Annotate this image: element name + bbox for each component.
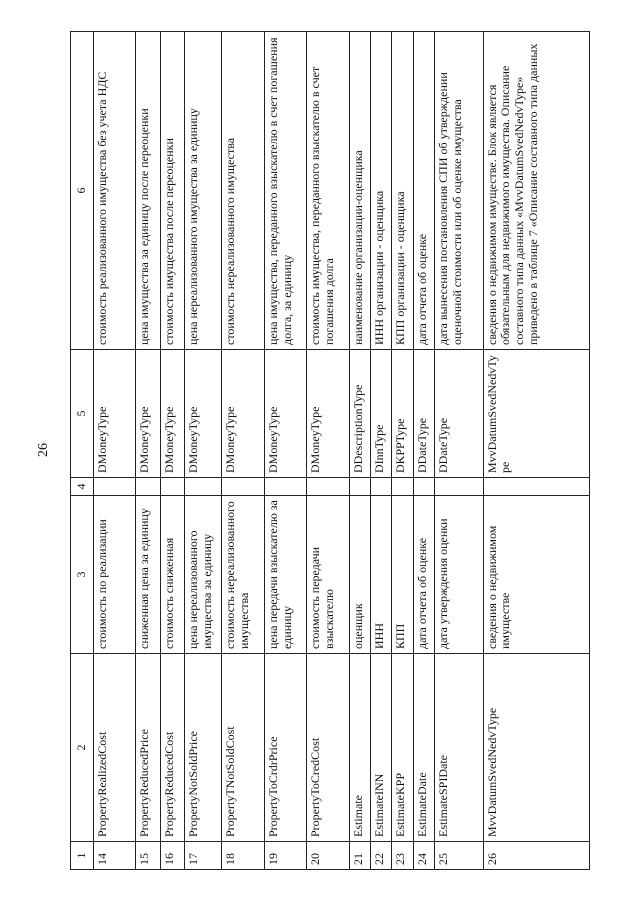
table-row — [136, 32, 160, 870]
field-description: ИНН — [371, 496, 392, 654]
field-required — [434, 478, 483, 496]
field-note: наименование организации-оценщика — [349, 32, 370, 350]
field-type: DMoneyType — [307, 350, 349, 478]
header-col-1: 1 — [71, 842, 94, 870]
field-note: стоимость имущества, переданного взыскателю в счет погашения долга — [307, 32, 349, 350]
row-number: 14 — [94, 842, 136, 870]
field-type: DMoneyType — [94, 350, 136, 478]
field-name: MvvDatumSvedNedvType — [483, 654, 589, 842]
field-description: стоимость нереализованного имущества — [222, 496, 264, 654]
table-row — [222, 32, 264, 870]
field-type: DDescriptionType — [349, 350, 370, 478]
field-description: цена нереализованного имущества за единицу — [185, 496, 222, 654]
row-number: 23 — [392, 842, 413, 870]
field-required — [222, 478, 264, 496]
table-row — [185, 32, 222, 870]
field-type: DMoneyType — [160, 350, 184, 478]
field-name: EstimateKPP — [392, 654, 413, 842]
row-number: 18 — [222, 842, 264, 870]
table-row — [483, 32, 589, 870]
data-table — [70, 31, 590, 870]
table-row — [434, 32, 483, 870]
field-required — [264, 478, 306, 496]
row-number: 17 — [185, 842, 222, 870]
field-description: стоимость по реализации — [94, 496, 136, 654]
field-description: КПП — [392, 496, 413, 654]
field-note: цена имущества, переданного взыскателю в счет погашения долга, за единицу — [264, 32, 306, 350]
field-name: PropertyToCrdrPrice — [264, 654, 306, 842]
field-name: PropertyTNotSoldCost — [222, 654, 264, 842]
field-description: цена передачи взыскателю за единицу — [264, 496, 306, 654]
row-number: 19 — [264, 842, 306, 870]
field-description: дата утверждения оценки — [434, 496, 483, 654]
table-stage — [70, 32, 590, 870]
header-col-4: 4 — [71, 478, 94, 496]
field-name: PropertyNotSoldPrice — [185, 654, 222, 842]
field-note: стоимость имущества после переоценки — [160, 32, 184, 350]
field-required — [392, 478, 413, 496]
field-name: EstimateINN — [371, 654, 392, 842]
field-note: цена имущества за единицу после переоценки — [136, 32, 160, 350]
table-row — [264, 32, 306, 870]
field-required — [307, 478, 349, 496]
table-body — [94, 32, 590, 870]
field-description: сведения о недвижимом имуществе — [483, 496, 589, 654]
field-description: стоимость передачи взыскателю — [307, 496, 349, 654]
table-row — [94, 32, 136, 870]
row-number: 25 — [434, 842, 483, 870]
field-name: PropertyReducedPrice — [136, 654, 160, 842]
table-row — [371, 32, 392, 870]
field-required — [483, 478, 589, 496]
table-header-row — [71, 32, 94, 870]
table-row — [392, 32, 413, 870]
row-number: 22 — [371, 842, 392, 870]
page-number: 26 — [36, 443, 51, 457]
field-required — [94, 478, 136, 496]
header-col-6: 6 — [71, 32, 94, 350]
field-name: EstimateSPIDate — [434, 654, 483, 842]
row-number: 21 — [349, 842, 370, 870]
header-col-5: 5 — [71, 350, 94, 478]
field-note: стоимость реализованного имущества без учета НДС — [94, 32, 136, 350]
field-required — [136, 478, 160, 496]
field-note: цена нереализованного имущества за единицу — [185, 32, 222, 350]
field-description: дата отчета об оценке — [413, 496, 434, 654]
field-type: DMoneyType — [264, 350, 306, 478]
field-type: DKPPType — [392, 350, 413, 478]
row-number: 20 — [307, 842, 349, 870]
field-type: DMoneyType — [136, 350, 160, 478]
rotated-table-container — [70, 32, 590, 870]
header-col-3: 3 — [71, 496, 94, 654]
field-type: DDateType — [434, 350, 483, 478]
field-name: EstimateDate — [413, 654, 434, 842]
field-required — [349, 478, 370, 496]
field-required — [413, 478, 434, 496]
field-note: КПП организации - оценщика — [392, 32, 413, 350]
field-type: DDateType — [413, 350, 434, 478]
field-name: PropertyToCredCost — [307, 654, 349, 842]
table-row — [349, 32, 370, 870]
field-required — [160, 478, 184, 496]
field-name: PropertyRealizedCost — [94, 654, 136, 842]
field-type: DMoneyType — [185, 350, 222, 478]
field-required — [371, 478, 392, 496]
field-type: MvvDatumSvedNedvType — [483, 350, 589, 478]
row-number: 26 — [483, 842, 589, 870]
field-note: ИНН организации - оценщика — [371, 32, 392, 350]
field-description: стоимость сниженная — [160, 496, 184, 654]
table-row — [413, 32, 434, 870]
table-row — [160, 32, 184, 870]
field-note: дата вынесения постановления СПИ об утверждении оценочной стоимости или об оценке имущества — [434, 32, 483, 350]
header-col-2: 2 — [71, 654, 94, 842]
field-type: DInnType — [371, 350, 392, 478]
field-required — [185, 478, 222, 496]
table-row — [307, 32, 349, 870]
field-type: DMoneyType — [222, 350, 264, 478]
row-number: 16 — [160, 842, 184, 870]
field-description: оценщик — [349, 496, 370, 654]
field-note: стоимость нереализованного имущества — [222, 32, 264, 350]
row-number: 24 — [413, 842, 434, 870]
field-note: дата отчета об оценке — [413, 32, 434, 350]
field-name: Estimate — [349, 654, 370, 842]
field-name: PropertyReducedCost — [160, 654, 184, 842]
row-number: 15 — [136, 842, 160, 870]
field-note: сведения о недвижимом имуществе. Блок является обязательным для недвижимого имущества. Описание составного типа данных «MvvDatumSvedNedvType» приведено в таблице 7 «Описание составного типа данных — [483, 32, 589, 350]
field-description: сниженная цена за единицу — [136, 496, 160, 654]
